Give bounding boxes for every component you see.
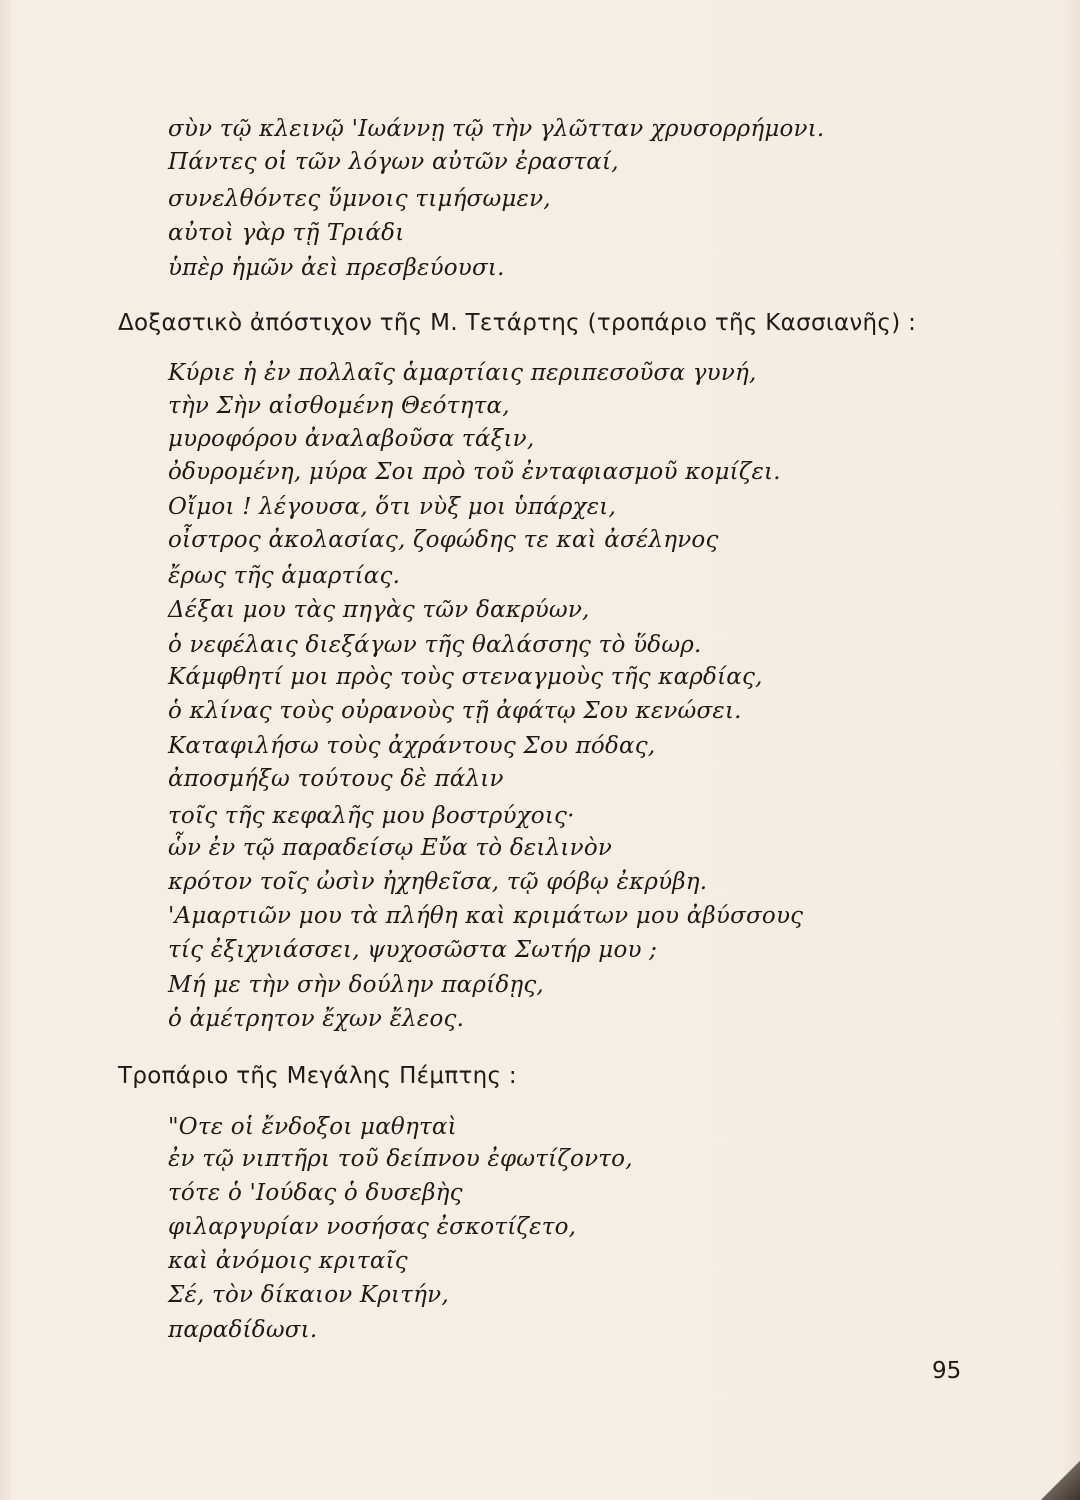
verse-line: ἐν τῷ νιπτῆρι τοῦ δείπνου ἐφωτίζοντο, (168, 1146, 633, 1172)
verse-line: οἶστρος ἀκολασίας, ζοφώδης τε καὶ ἀσέληνος (168, 527, 719, 553)
verse-line: ὀδυρομένη, μύρα Σοι πρὸ τοῦ ἐνταφιασμοῦ κομίζει. (168, 459, 781, 485)
verse-line: ἀποσμήξω τούτους δὲ πάλιν (168, 766, 504, 792)
verse-line: αὐτοὶ γὰρ τῇ Τριάδι (168, 220, 405, 246)
verse-line: μυροφόρου ἀναλαβοῦσα τάξιν, (168, 426, 535, 452)
section-heading: Δοξαστικὸ ἀπόστιχον τῆς Μ. Τετάρτης (τροπάριο τῆς Κασσιανῆς) : (118, 310, 917, 336)
verse-line: φιλαργυρίαν νοσήσας ἐσκοτίζετο, (168, 1214, 577, 1240)
verse-line: Σέ, τὸν δίκαιον Κριτήν, (168, 1282, 449, 1308)
verse-line: "Οτε οἱ ἔνδοξοι μαθηταὶ (168, 1114, 457, 1140)
section-heading: Τροπάριο τῆς Μεγάλης Πέμπτης : (118, 1063, 517, 1089)
verse-line: τότε ὁ 'Ιούδας ὁ δυσεβὴς (168, 1180, 463, 1206)
verse-line: Μή με τὴν σὴν δούλην παρίδῃς, (168, 972, 544, 998)
verse-line: Κάμφθητί μοι πρὸς τοὺς στεναγμοὺς τῆς καρδίας, (168, 664, 763, 690)
verse-line: Καταφιλήσω τοὺς ἀχράντους Σου πόδας, (168, 733, 656, 759)
verse-line: Δέξαι μου τὰς πηγὰς τῶν δακρύων, (168, 597, 590, 623)
verse-line: ὁ νεφέλαις διεξάγων τῆς θαλάσσης τὸ ὕδωρ. (168, 632, 702, 658)
verse-line: Κύριε ἡ ἐν πολλαῖς ἁμαρτίαις περιπεσοῦσα γυνή, (168, 360, 757, 386)
verse-line: ὁ ἀμέτρητον ἔχων ἔλεος. (168, 1006, 465, 1032)
verse-line: παραδίδωσι. (168, 1317, 318, 1343)
verse-line: ἔρως τῆς ἁμαρτίας. (168, 563, 401, 589)
verse-line: καὶ ἀνόμοις κριταῖς (168, 1248, 408, 1274)
verse-line: κρότον τοῖς ὠσὶν ἠχηθεῖσα, τῷ φόβῳ ἐκρύβη. (168, 869, 708, 895)
verse-line: 'Αμαρτιῶν μου τὰ πλήθη καὶ κριμάτων μου ἀβύσσους (168, 903, 804, 929)
page-corner (1040, 1460, 1080, 1500)
verse-line: ὧν ἐν τῷ παραδείσῳ Εὔα τὸ δειλινὸν (168, 835, 613, 861)
verse-line: ὁ κλίνας τοὺς οὐρανοὺς τῇ ἀφάτῳ Σου κενώσει. (168, 698, 742, 724)
page-number: 95 (932, 1358, 962, 1384)
verse-line: Πάντες οἱ τῶν λόγων αὐτῶν ἐρασταί, (168, 149, 619, 175)
verse-line: συνελθόντες ὕμνοις τιμήσωμεν, (168, 186, 551, 212)
verse-line: Οἴμοι ! λέγουσα, ὅτι νὺξ μοι ὑπάρχει, (168, 494, 617, 520)
verse-line: σὺν τῷ κλεινῷ 'Ιωάννῃ τῷ τὴν γλῶτταν χρυσορρήμονι. (168, 116, 825, 142)
verse-line: τοῖς τῆς κεφαλῆς μου βοστρύχοις· (168, 803, 575, 829)
verse-line: τὴν Σὴν αἰσθομένη Θεότητα, (168, 393, 510, 419)
verse-line: τίς ἐξιχνιάσσει, ψυχοσῶστα Σωτήρ μου ; (168, 937, 658, 963)
verse-line: ὑπὲρ ἡμῶν ἀεὶ πρεσβεύουσι. (168, 255, 505, 281)
